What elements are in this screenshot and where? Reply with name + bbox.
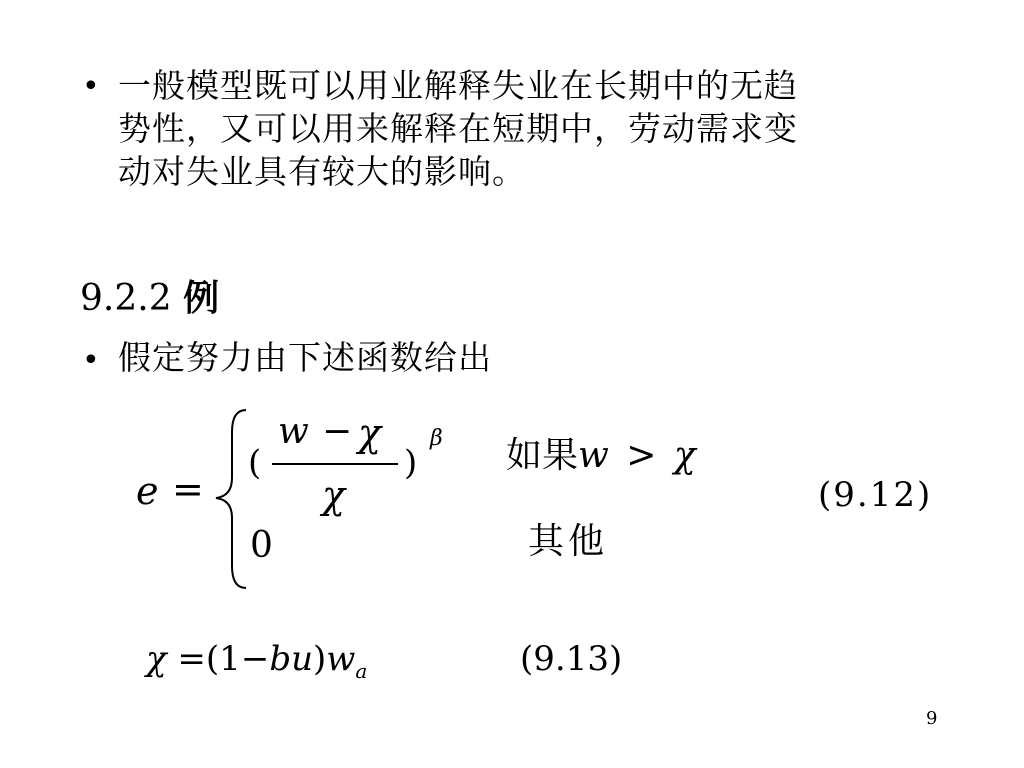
- eq913-bu: bu: [269, 639, 313, 679]
- eq913-equals: =: [177, 639, 206, 679]
- eq913-lparen: (1: [205, 639, 241, 679]
- eq912-numerator-w: w: [278, 411, 309, 452]
- eq912-lhs: e: [136, 469, 159, 513]
- section-number: 9.2.2: [80, 278, 172, 319]
- eq912-equals: =: [172, 467, 204, 511]
- eq912-case2-condition: 其他: [528, 521, 609, 562]
- assume-text: 假定努力由下述函数给出: [118, 338, 492, 377]
- eq912-rparen: ): [404, 443, 418, 483]
- eq912-numerator-chi: χ: [358, 411, 382, 455]
- cond-if: 如果: [506, 435, 579, 476]
- eq912-minus: −: [322, 411, 353, 452]
- eq913-label: (9.13): [520, 639, 623, 679]
- intro-line-1: 一般模型既可以用业解释失业在长期中的无趋: [118, 66, 798, 105]
- intro-line-3: 动对失业具有较大的影响。: [118, 152, 526, 191]
- section-title: 例: [183, 277, 220, 319]
- cond-chi: χ: [673, 435, 696, 476]
- eq912-case2-value: 0: [250, 525, 273, 566]
- eq912-label: (9.12): [818, 475, 933, 515]
- eq912-exponent: β: [430, 426, 443, 451]
- assume-bullet: •: [82, 343, 100, 378]
- eq913-sub-a: a: [355, 658, 368, 683]
- eq913-chi: χ: [146, 639, 167, 679]
- eq913-w: w: [326, 639, 356, 679]
- eq913: [146, 639, 368, 683]
- cond-w: w: [578, 435, 609, 476]
- eq912-case1-condition: [506, 435, 696, 476]
- intro-line-2: 势性，又可以用来解释在短期中，劳动需求变: [118, 109, 798, 148]
- eq912-lparen: (: [248, 443, 262, 483]
- page-number: 9: [926, 708, 938, 729]
- cond-gt: >: [626, 435, 657, 476]
- eq913-rparen: ): [313, 639, 327, 679]
- intro-bullet: •: [82, 69, 100, 104]
- eq912-denominator-chi: χ: [322, 473, 346, 517]
- eq913-minus: −: [240, 639, 270, 679]
